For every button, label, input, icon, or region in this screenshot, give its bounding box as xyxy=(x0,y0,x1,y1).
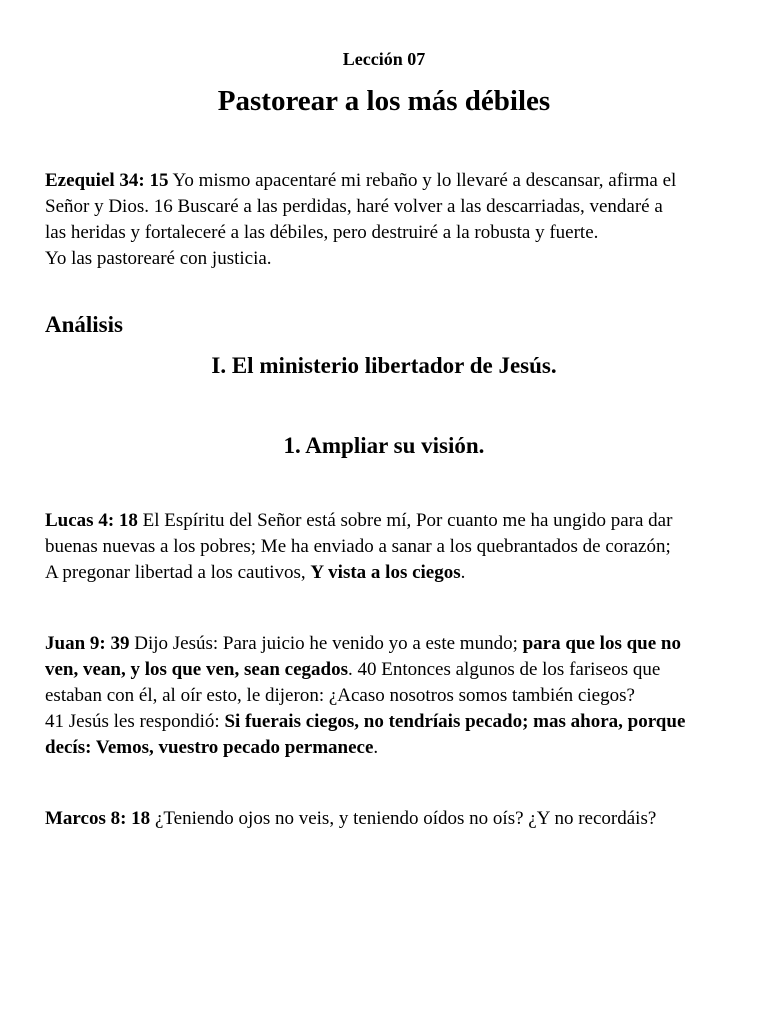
juan-line-2-bold: ven, vean, y los que ven, sean cegados xyxy=(45,659,348,680)
lucas-line-3-text: A pregonar libertad a los cautivos, xyxy=(45,562,311,583)
lesson-label: Lección 07 xyxy=(342,49,426,69)
intro-line-1-text: Yo mismo apacentaré mi rebaño y lo llevaré a descansar, afirma el xyxy=(168,170,677,191)
subsection-heading: 1. Ampliar su visión. xyxy=(283,433,485,458)
lucas-paragraph xyxy=(45,508,735,586)
lucas-line-1 xyxy=(45,508,735,534)
juan-line-3: estaban con él, al oír esto, le dijeron: ¿Acaso nosotros somos también ciegos? xyxy=(45,685,635,706)
juan-line-1-text: Dijo Jesús: Para juicio he venido yo a este mundo; xyxy=(129,633,523,654)
juan-line-5 xyxy=(45,735,735,761)
marcos-line-1 xyxy=(45,806,735,832)
lucas-line-3 xyxy=(45,560,735,586)
marcos-reference: Marcos 8: 18 xyxy=(45,808,151,829)
lucas-line-1-text: El Espíritu del Señor está sobre mí, Por cuanto me ha ungido para dar xyxy=(137,510,673,531)
juan-paragraph xyxy=(45,631,735,761)
juan-line-4 xyxy=(45,709,735,735)
analysis-heading: Análisis xyxy=(45,312,123,337)
juan-line-1-bold: para que los que no xyxy=(522,633,681,654)
juan-line-1 xyxy=(45,631,735,657)
lucas-reference: Lucas 4: 18 xyxy=(45,510,138,531)
marcos-paragraph xyxy=(45,806,735,832)
intro-line-1 xyxy=(45,168,735,194)
intro-line-2: Señor y Dios. 16 Buscaré a las perdidas, haré volver a las descarriadas, vendaré a xyxy=(45,196,663,217)
juan-line-2 xyxy=(45,657,735,683)
section-heading: I. El ministerio libertador de Jesús. xyxy=(211,353,557,378)
marcos-line-1-text: ¿Teniendo ojos no veis, y teniendo oídos no oís? ¿Y no recordáis? xyxy=(150,808,657,829)
juan-reference: Juan 9: 39 xyxy=(45,633,130,654)
intro-line-3: las heridas y fortaleceré a las débiles, pero destruiré a la robusta y fuerte. xyxy=(45,222,599,243)
intro-reference: Ezequiel 34: 15 xyxy=(45,170,169,191)
lucas-line-3-end: . xyxy=(460,562,466,583)
juan-line-5-end: . xyxy=(373,737,379,758)
intro-paragraph xyxy=(45,168,735,272)
lucas-line-3-bold: Y vista a los ciegos xyxy=(310,562,461,583)
intro-line-4: Yo las pastorearé con justicia. xyxy=(45,248,272,269)
juan-line-4-bold: Si fuerais ciegos, no tendríais pecado; mas ahora, porque xyxy=(224,711,686,732)
juan-line-4-text: 41 Jesús les respondió: xyxy=(45,711,225,732)
lucas-line-2: buenas nuevas a los pobres; Me ha enviado a sanar a los quebrantados de corazón; xyxy=(45,536,671,557)
juan-line-2-text: . 40 Entonces algunos de los fariseos que xyxy=(347,659,661,680)
juan-line-5-bold: decís: Vemos, vuestro pecado permanece xyxy=(45,737,374,758)
lesson-title: Pastorear a los más débiles xyxy=(217,85,551,117)
